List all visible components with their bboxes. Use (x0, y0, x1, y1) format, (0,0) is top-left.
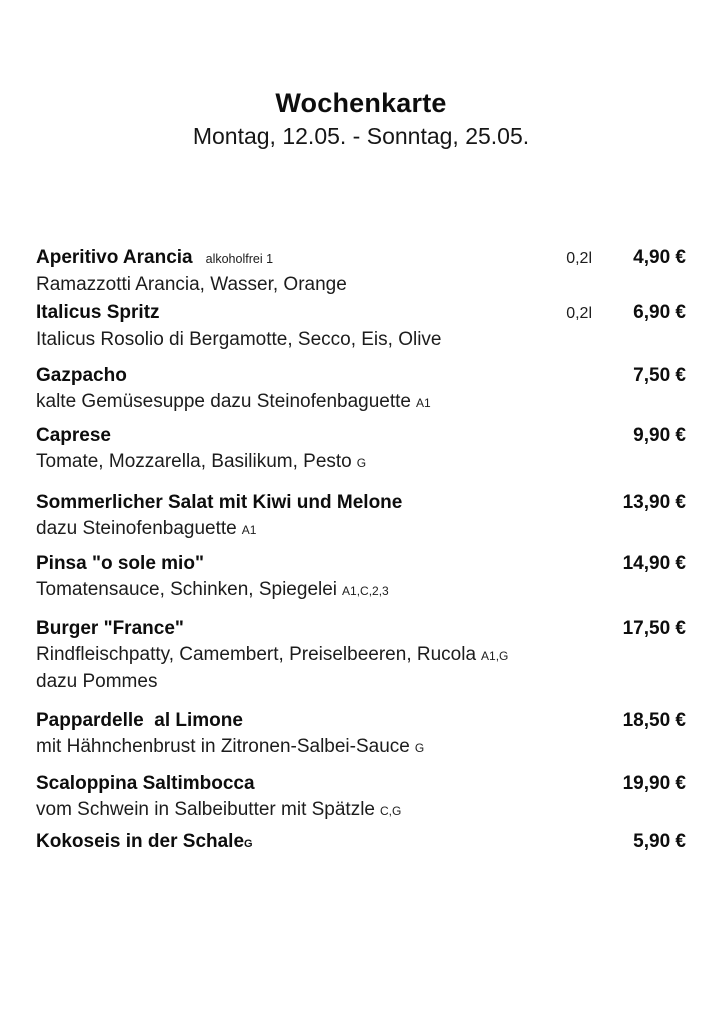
item-price: 6,90 € (633, 302, 686, 323)
menu-item-pinsa-o-sole-mio (36, 551, 686, 604)
item-header-row (36, 245, 686, 272)
item-price: 9,90 € (633, 425, 686, 446)
item-description-text: dazu Steinofenbaguette (36, 518, 237, 539)
item-price: 13,90 € (622, 492, 686, 513)
item-description-text: vom Schwein in Salbeibutter mit Spätzle (36, 799, 375, 820)
page-subtitle: Montag, 12.05. - Sonntag, 25.05. (192, 123, 530, 149)
item-description (36, 797, 686, 824)
item-description-allergens: G (414, 741, 425, 755)
item-note: alkoholfrei 1 (205, 252, 274, 266)
item-header-row (36, 300, 686, 327)
item-description (36, 642, 686, 669)
item-description (36, 449, 686, 476)
item-header-row (36, 616, 686, 642)
item-description-text: Italicus Rosolio di Bergamotte, Secco, Eis, Olive (36, 329, 442, 350)
item-description (36, 327, 686, 354)
menu-item-scaloppina-saltimbocca (36, 771, 686, 824)
menu-item-sommerlicher-salat (36, 490, 686, 543)
item-price: 7,50 € (633, 365, 686, 386)
item-name: Caprese (36, 425, 111, 446)
item-header-row (36, 490, 686, 516)
item-name: Burger "France" (36, 618, 184, 639)
item-price: 14,90 € (622, 553, 686, 574)
item-name: Sommerlicher Salat mit Kiwi und Melone (36, 492, 403, 513)
menu-item-burger-france (36, 616, 686, 695)
item-description-allergens: A1,G (481, 649, 509, 663)
item-header-row (36, 771, 686, 797)
item-description-text: Rindfleischpatty, Camembert, Preiselbeeren, Rucola (36, 644, 477, 665)
item-description (36, 389, 686, 416)
item-size: 0,2l (566, 305, 592, 322)
item-description-text: Tomatensauce, Schinken, Spiegelei (36, 579, 338, 600)
menu-item-pappardelle-al-limone (36, 708, 686, 761)
item-header-row (36, 829, 686, 857)
item-description-allergens: G (356, 456, 367, 470)
item-price: 17,50 € (622, 618, 686, 639)
item-description-allergens: A1 (416, 396, 431, 410)
item-name: Scaloppina Saltimbocca (36, 773, 255, 794)
item-description (36, 577, 686, 604)
item-name: Aperitivo Arancia (36, 247, 193, 268)
item-price: 5,90 € (633, 831, 686, 852)
item-description (36, 734, 686, 761)
item-description-text: mit Hähnchenbrust in Zitronen-Salbei-Sauce (36, 736, 410, 757)
item-price: 19,90 € (622, 773, 686, 794)
item-header-row (36, 551, 686, 577)
item-header-row (36, 363, 686, 389)
item-description-text: kalte Gemüsesuppe dazu Steinofenbaguette (36, 391, 411, 412)
item-description-allergens: A1 (241, 523, 257, 537)
page-title: Wochenkarte (275, 88, 447, 118)
item-name-allergens: G (244, 838, 253, 850)
item-name: Pappardelle al Limone (36, 710, 243, 731)
menu-list (36, 245, 686, 857)
item-description-text: Tomate, Mozzarella, Basilikum, Pesto (36, 451, 352, 472)
item-size: 0,2l (566, 250, 592, 267)
item-description-text: Ramazzotti Arancia, Wasser, Orange (36, 274, 347, 295)
item-header-row (36, 423, 686, 449)
item-name: Italicus Spritz (36, 302, 160, 323)
menu-header (36, 0, 686, 151)
menu-item-italicus-spritz (36, 300, 686, 354)
menu-item-kokoseis (36, 829, 686, 857)
menu-item-gazpacho (36, 363, 686, 416)
item-description-allergens: C,G (380, 804, 402, 818)
item-description-allergens: A1,C,2,3 (342, 584, 389, 598)
item-description (36, 516, 686, 543)
item-description (36, 272, 686, 299)
item-name: Kokoseis in der Schale (36, 831, 245, 852)
menu-item-aperitivo-arancia (36, 245, 686, 299)
item-name: Pinsa "o sole mio" (36, 553, 204, 574)
item-description-line2: dazu Pommes (36, 671, 158, 692)
item-header-row (36, 708, 686, 734)
item-name: Gazpacho (36, 365, 127, 386)
item-price: 18,50 € (622, 710, 686, 731)
menu-item-caprese (36, 423, 686, 476)
item-price: 4,90 € (633, 247, 686, 268)
